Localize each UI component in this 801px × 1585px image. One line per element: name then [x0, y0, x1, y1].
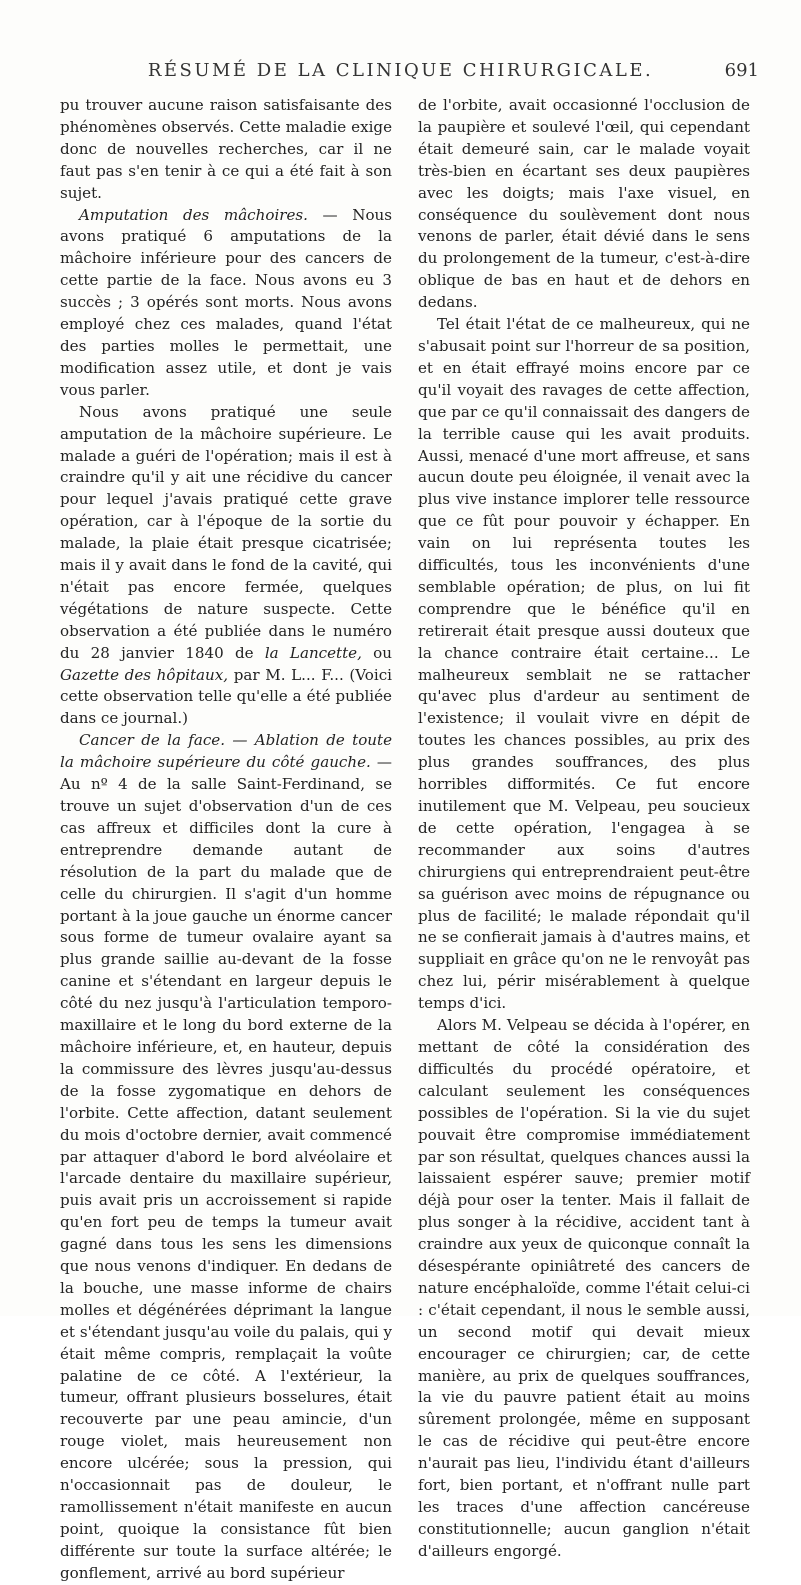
journal-title: la Lancette,	[264, 643, 362, 662]
journal-title: Gazette des hôpitaux,	[60, 665, 229, 684]
paragraph-state	[418, 314, 750, 1015]
section-heading: Amputation des mâchoires.	[79, 205, 308, 224]
paragraph-text: Tel était l'état de ce malheureux, qui ne s'abusait point sur l'horreur de sa position, et en était effrayé moins encore par ce qu'il voyait des ravages de cette affection, que par ce qu'il connaissait des dangers de la terrible cause qui les avait produits. Aussi, menacé d'une mort affreuse, et sans aucun doute peu éloignée, il venait avec la plus vive instance implorer telle ressource que ce fût pour pouvoir y échapper. En vain on lui représenta toutes les difficultés, tous les inconvénients d'une semblable opération; de plus, on lui fit comprendre que le bénéfice qu'il en retirerait était presque aussi douteux que la chance contraire était certaine... Le malheureux semblait ne se rattacher qu'avec plus d'ardeur au sentiment de l'existence; il voulait vivre en dépit de toutes les chances possibles, au prix des plus grandes souffrances, des plus horribles difformités. Ce fut encore inutilement que M. Velpeau, peu soucieux de cette opération, l'engagea à se recommander aux soins d'autres chirurgiens qui entreprendraient peut-être sa guérison avec moins de répugnance ou plus de facilité; le malade répondait qu'il ne se confierait jamais à d'autres mains, et suppliait en grâce qu'on ne le renvoyât pas chez lui, périr misérablement à quelque temps d'ici.	[418, 315, 750, 1013]
paragraph-text: — Au nº 4 de la salle Saint-Ferdinand, se trouve un sujet d'observation d'un de ces cas affreux et difficiles dont la cure à entreprendre demande autant de résolution de la part du malade que de celle du chirurgien. Il s'agit d'un homme portant à la joue gauche un énorme cancer sous forme de tumeur ovalaire ayant sa plus grande saillie au-devant de la fosse canine et s'étendant en largeur depuis le côté du nez jusqu'à l'articulation temporo-maxillaire et le long du bord externe de la mâchoire inférieure, et, en hauteur, depuis la commissure des lèvres jusqu'au-dessus de la fosse zygomatique en dehors de l'orbite. Cette affection, datant seulement du mois d'octobre dernier, avait commencé par attaquer d'abord le bord alvéolaire et l'arcade dentaire du maxillaire supérieur, puis avait pris un accroissement si rapide qu'en fort peu de temps la tumeur avait gagné dans tous les sens les dimensions que nous venons d'indiquer. En dedans de la bouche, une masse informe de chairs molles et dégénérées déprimant la langue et s'étendant jusqu'au voile du palais, qui y était même compris, remplaçait la voûte palatine de ce côté. A l'extérieur, la tumeur, offrant plusieurs bosselures, était recouverte par une peau amincie, d'un rouge violet, mais heureusement non encore ulcérée; sous la pression, qui n'occasionnait pas de douleur, le ramollissement n'était manifeste en aucun point, quoique la consistance fût bien différente sur toute la surface altérée; le gonflement, arrivé au bord supérieur	[60, 753, 392, 1582]
paragraph-decision	[418, 1015, 750, 1563]
paragraph-text: Nous avons pratiqué une seule amputation de la mâchoire supérieure. Le malade a guéri de l'opération; mais il est à craindre qu'il y ait une récidive du cancer pour lequel j'avais pratiqué cette grave opération, car à l'époque de la sortie du malade, la plaie était presque cicatrisée; mais il y avait dans le fond de la cavité, qui n'était pas encore fermée, quelques végétations de nature suspecte. Cette observation a été publiée dans le numéro du 28 janvier 1840 de	[60, 402, 392, 662]
left-column	[60, 95, 392, 1585]
paragraph-amputation	[60, 205, 392, 402]
page-number: 691	[724, 60, 759, 81]
section-heading: Cancer de la face. — Ablation de toute la mâchoire supérieure du côté gauche.	[60, 731, 392, 772]
right-column	[418, 95, 750, 1563]
paragraph-text: ou	[361, 643, 392, 662]
paragraph-text: — Nous avons pratiqué 6 amputations de la mâchoire inférieure pour des cancers de cette partie de la face. Nous avons eu 3 succès ; 3 opérés sont morts. Nous avons employé chez ces malades, quand l'état des parties molles le permettait, une modification assez utile, et dont je vais vous parler.	[60, 205, 392, 399]
running-title: RÉSUMÉ DE LA CLINIQUE CHIRURGICALE.	[147, 60, 654, 81]
paragraph-text: pu trouver aucune raison satisfaisante des phénomènes observés. Cette maladie exige donc de nouvelles recherches, car il ne faut pas s'en tenir à ce qui a été fait à son sujet.	[60, 96, 392, 202]
running-head	[0, 60, 801, 84]
paragraph-text: par M. L... F... (Voici cette observation telle qu'elle a été publiée dans ce journal.)	[60, 665, 392, 728]
paragraph-continuation	[60, 95, 392, 205]
paragraph-maxillary	[60, 402, 392, 731]
paragraph-text: de l'orbite, avait occasionné l'occlusion de la paupière et soulevé l'œil, qui cependant était demeuré sain, car le malade voyait très-bien en écartant ses deux paupières avec les doigts; mais l'axe visuel, en conséquence du soulèvement dont nous venons de parler, était dévié dans le sens du prolongement de la tumeur, c'est-à-dire oblique de bas en haut et de dehors en dedans.	[418, 96, 750, 312]
paragraph-text: Alors M. Velpeau se décida à l'opérer, en mettant de côté la considération des difficultés du procédé opératoire, et calculant seulement les conséquences possibles de l'opération. Si la vie du sujet pouvait être compromise immédiatement par son résultat, quelques chances aussi la laissaient espérer sauve; premier motif déjà pour oser la tenter. Mais il fallait de plus songer à la récidive, accident tant à craindre aux yeux de quiconque connaît la désespérante opiniâtreté des cancers de nature encéphaloïde, comme l'était celui-ci : c'était cependant, il nous le semble aussi, un second motif qui devait mieux encourager ce chirurgien; car, de cette manière, au prix de quelques souffrances, la vie du pauvre patient était au moins sûrement prolongée, même en supposant le cas de récidive qui peut-être encore n'aurait pas lieu, l'individu étant d'ailleurs fort, bien portant, et n'offrant nulle part les traces d'une affection cancéreuse constitutionnelle; aucun ganglion n'était d'ailleurs engorgé.	[418, 1016, 750, 1560]
paragraph-case	[60, 730, 392, 1584]
paragraph-continuation	[418, 95, 750, 314]
